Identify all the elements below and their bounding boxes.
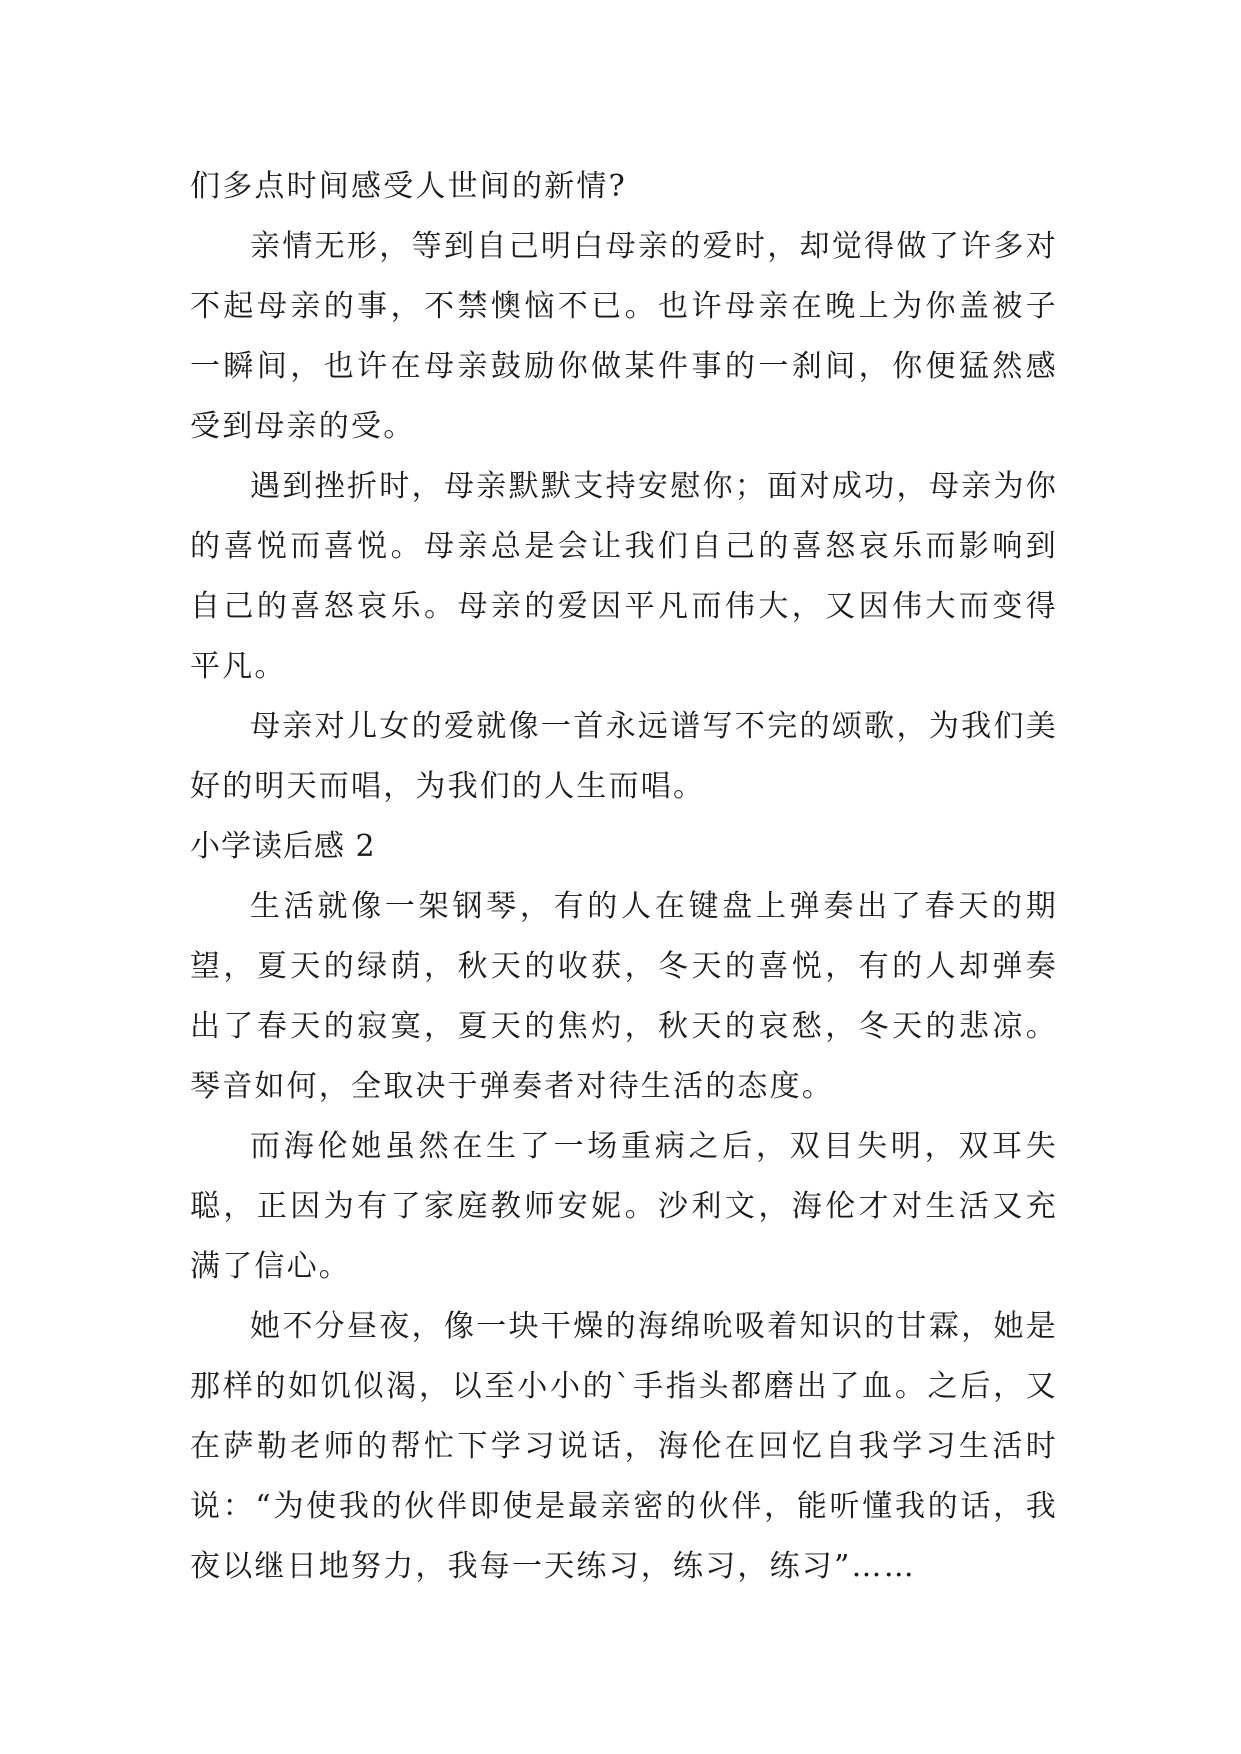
paragraph: 遇到挫折时，母亲默默支持安慰你；面对成功，母亲为你的喜悦而喜悦。母亲总是会让我们自己的喜怒哀乐而影响到自己的喜怒哀乐。母亲的爱因平凡而伟大，又因伟大而变得平凡。 bbox=[190, 469, 1058, 684]
paragraph-continued: 们多点时间感受人世间的新情? bbox=[190, 169, 627, 204]
paragraph: 母亲对儿女的爱就像一首永远谱写不完的颂歌，为我们美好的明天而唱，为我们的人生而唱。 bbox=[190, 709, 1058, 804]
section-heading: 小学读后感 2 bbox=[190, 829, 376, 864]
paragraph: 亲情无形，等到自己明白母亲的爱时，却觉得做了许多对不起母亲的事，不禁懊恼不已。也许母亲在晚上为你盖被子一瞬间，也许在母亲鼓励你做某件事的一刹间，你便猛然感受到母亲的受。 bbox=[190, 229, 1058, 444]
paragraph: 生活就像一架钢琴，有的人在键盘上弹奏出了春天的期望，夏天的绿荫，秋天的收获，冬天的喜悦，有的人却弹奏出了春天的寂寞，夏天的焦灼，秋天的哀愁，冬天的悲凉。琴音如何，全取决于弹奏者对待生活的态度。 bbox=[190, 889, 1058, 1104]
paragraph: 而海伦她虽然在生了一场重病之后，双目失明，双耳失聪，正因为有了家庭教师安妮。沙利文，海伦才对生活又充满了信心。 bbox=[190, 1129, 1058, 1284]
paragraph: 她不分昼夜，像一块干燥的海绵吮吸着知识的甘霖，她是那样的如饥似渴，以至小小的`手指头都磨出了血。之后，又在萨勒老师的帮忙下学习说话，海伦在回忆自我学习生活时说：“为使我的伙伴即使是最亲密的伙伴，能听懂我的话，我夜以继日地努力，我每一天练习，练习，练习”…… bbox=[190, 1309, 1058, 1584]
text-column bbox=[190, 157, 1058, 1597]
